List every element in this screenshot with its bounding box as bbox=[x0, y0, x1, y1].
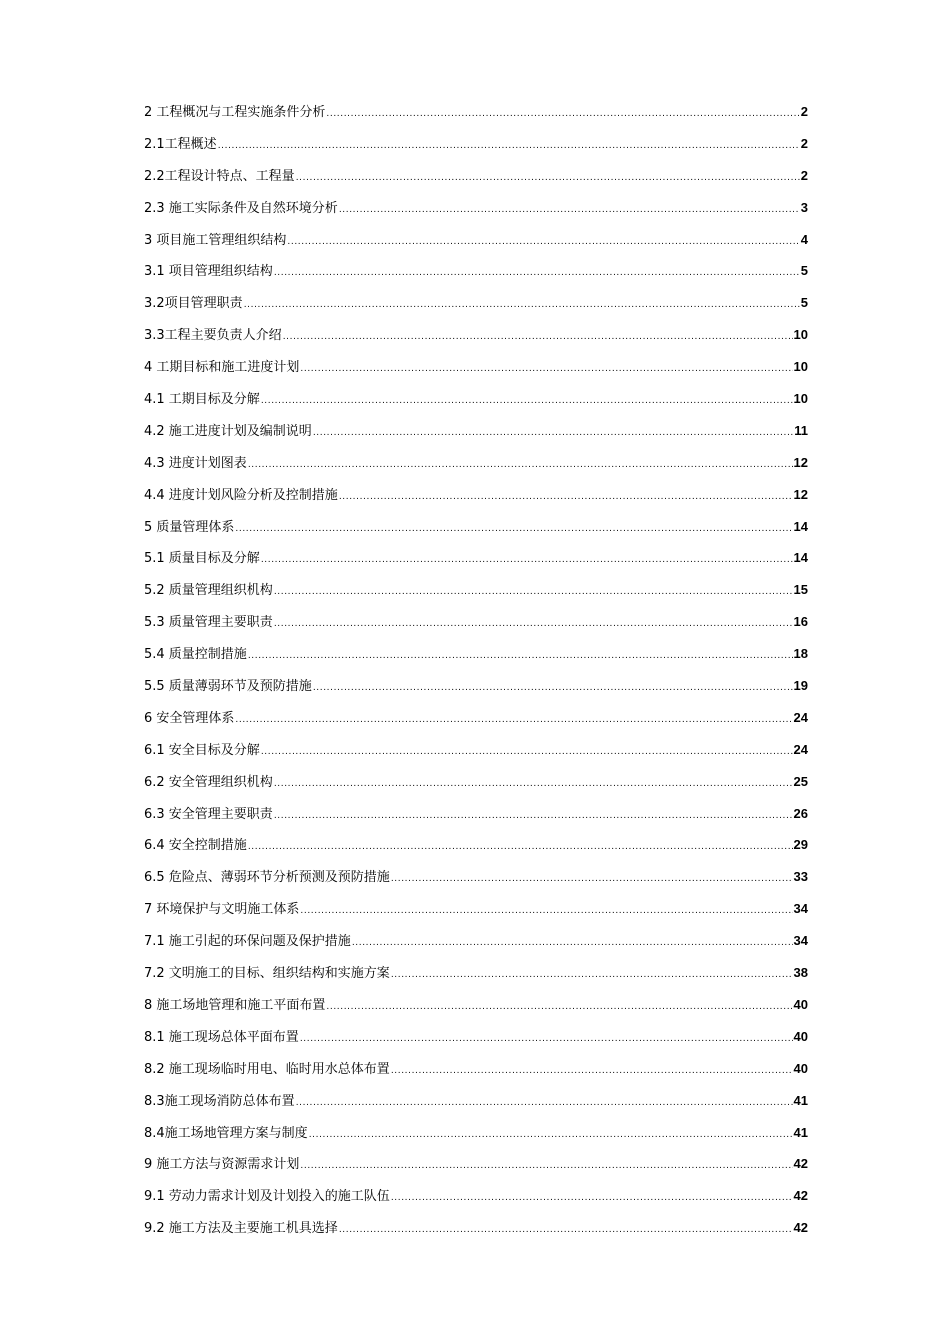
toc-entry[interactable] bbox=[144, 606, 808, 638]
toc-entry-title: 9.1 劳动力需求计划及计划投入的施工队伍 bbox=[144, 1189, 390, 1205]
toc-entry-page-number: 38 bbox=[793, 965, 808, 981]
toc-entry[interactable] bbox=[144, 925, 808, 957]
toc-entry-title: 7 环境保护与文明施工体系 bbox=[144, 902, 300, 918]
toc-entry-page-number: 14 bbox=[793, 518, 808, 534]
toc-entry-page-number: 3 bbox=[800, 199, 808, 215]
toc-entry-title: 7.2 文明施工的目标、组织结构和实施方案 bbox=[144, 966, 390, 982]
toc-entry-page-number: 15 bbox=[793, 582, 808, 598]
toc-entry-page-number: 2 bbox=[800, 104, 808, 119]
toc-dot-leader bbox=[313, 418, 793, 450]
toc-dot-leader bbox=[391, 864, 793, 896]
toc-entry[interactable] bbox=[144, 989, 808, 1021]
toc-entry-title: 8.1 施工现场总体平面布置 bbox=[144, 1029, 299, 1045]
toc-dot-leader bbox=[235, 514, 792, 546]
toc-dot-leader bbox=[274, 769, 793, 801]
toc-dot-leader bbox=[300, 896, 792, 928]
toc-entry-title: 2.3 施工实际条件及自然环境分析 bbox=[144, 200, 338, 216]
toc-entry-title: 3.3工程主要负责人介绍 bbox=[144, 328, 282, 344]
toc-entry-title: 6 安全管理体系 bbox=[144, 710, 235, 726]
toc-dot-leader bbox=[339, 482, 793, 514]
toc-entry-page-number: 26 bbox=[793, 805, 808, 821]
toc-dot-leader bbox=[300, 1024, 793, 1056]
toc-entry-title: 6.2 安全管理组织机构 bbox=[144, 774, 273, 790]
toc-entry-title: 4.4 进度计划风险分析及控制措施 bbox=[144, 487, 338, 503]
toc-entry-title: 9.2 施工方法及主要施工机具选择 bbox=[144, 1221, 338, 1237]
toc-entry[interactable] bbox=[144, 319, 808, 351]
toc-entry-title: 6.1 安全目标及分解 bbox=[144, 742, 260, 758]
toc-dot-leader bbox=[296, 1088, 793, 1120]
toc-dot-leader bbox=[309, 1120, 793, 1152]
toc-entry[interactable] bbox=[144, 829, 808, 861]
toc-dot-leader bbox=[300, 1151, 792, 1183]
toc-dot-leader bbox=[326, 992, 792, 1024]
toc-entry[interactable] bbox=[144, 351, 808, 383]
toc-dot-leader bbox=[274, 577, 793, 609]
toc-entry-page-number: 14 bbox=[793, 550, 808, 566]
toc-dot-leader bbox=[296, 163, 800, 195]
toc-entry-title: 8.4施工场地管理方案与制度 bbox=[144, 1125, 308, 1141]
toc-entry-title: 3 项目施工管理组织结构 bbox=[144, 232, 287, 248]
toc-entry-title: 8.3施工现场消防总体布置 bbox=[144, 1093, 295, 1109]
toc-entry[interactable] bbox=[144, 287, 808, 319]
toc-dot-leader bbox=[235, 705, 792, 737]
toc-entry[interactable] bbox=[144, 1148, 808, 1180]
toc-entry[interactable] bbox=[144, 542, 808, 574]
toc-entry-title: 5.4 质量控制措施 bbox=[144, 647, 247, 663]
toc-entry[interactable] bbox=[144, 893, 808, 925]
toc-entry-page-number: 40 bbox=[793, 996, 808, 1012]
toc-entry-page-number: 42 bbox=[793, 1156, 808, 1172]
toc-dot-leader bbox=[261, 737, 793, 769]
toc-entry[interactable] bbox=[144, 574, 808, 606]
toc-entry-title: 6.4 安全控制措施 bbox=[144, 838, 247, 854]
toc-dot-leader bbox=[248, 450, 793, 482]
toc-entry-page-number: 10 bbox=[793, 391, 808, 407]
toc-entry-page-number: 29 bbox=[793, 837, 808, 853]
toc-entry-page-number: 4 bbox=[800, 231, 808, 247]
toc-entry-title: 7.1 施工引起的环保问题及保护措施 bbox=[144, 934, 351, 950]
toc-entry-page-number: 18 bbox=[793, 646, 808, 662]
toc-dot-leader bbox=[391, 1183, 793, 1215]
toc-entry[interactable] bbox=[144, 160, 808, 192]
toc-entry-title: 3.2项目管理职责 bbox=[144, 296, 243, 312]
toc-entry-page-number: 12 bbox=[793, 454, 808, 470]
toc-entry[interactable] bbox=[144, 255, 808, 287]
toc-entry-title: 5.1 质量目标及分解 bbox=[144, 551, 260, 567]
toc-entry-page-number: 42 bbox=[793, 1220, 808, 1236]
toc-entry-title: 6.3 安全管理主要职责 bbox=[144, 806, 273, 822]
toc-entry[interactable] bbox=[144, 1117, 808, 1149]
toc-entry[interactable] bbox=[144, 447, 808, 479]
toc-dot-leader bbox=[218, 131, 800, 163]
toc-entry[interactable] bbox=[144, 1212, 808, 1244]
toc-entry-title: 8 施工场地管理和施工平面布置 bbox=[144, 997, 326, 1013]
toc-entry[interactable] bbox=[144, 638, 808, 670]
toc-entry[interactable] bbox=[144, 192, 808, 224]
toc-entry-page-number: 19 bbox=[793, 678, 808, 694]
toc-entry-title: 3.1 项目管理组织结构 bbox=[144, 264, 273, 280]
toc-entry[interactable] bbox=[144, 1085, 808, 1117]
toc-entry[interactable] bbox=[144, 702, 808, 734]
toc-dot-leader bbox=[283, 322, 793, 354]
toc-dot-leader bbox=[261, 386, 793, 418]
toc-entry-page-number: 24 bbox=[793, 741, 808, 757]
toc-entry-page-number: 24 bbox=[793, 709, 808, 725]
toc-entry-title: 5.3 质量管理主要职责 bbox=[144, 615, 273, 631]
toc-entry-title: 6.5 危险点、薄弱环节分析预测及预防措施 bbox=[144, 870, 390, 886]
toc-entry-title: 2 工程概况与工程实施条件分析 bbox=[144, 105, 326, 120]
toc-entry-title: 9 施工方法与资源需求计划 bbox=[144, 1157, 300, 1173]
toc-entry-title: 8.2 施工现场临时用电、临时用水总体布置 bbox=[144, 1061, 390, 1077]
toc-entry-page-number: 5 bbox=[800, 295, 808, 311]
toc-entry[interactable] bbox=[144, 383, 808, 415]
toc-entry-page-number: 40 bbox=[793, 1060, 808, 1076]
toc-entry[interactable] bbox=[144, 1180, 808, 1212]
toc-dot-leader bbox=[274, 258, 800, 290]
toc-dot-leader bbox=[300, 354, 792, 386]
toc-dot-leader bbox=[244, 290, 800, 322]
toc-entry-page-number: 42 bbox=[793, 1188, 808, 1204]
toc-entry-title: 5.5 质量薄弱环节及预防措施 bbox=[144, 679, 312, 695]
toc-dot-leader bbox=[339, 195, 800, 227]
toc-dot-leader bbox=[261, 545, 793, 577]
toc-dot-leader bbox=[391, 960, 793, 992]
toc-entry-title: 5 质量管理体系 bbox=[144, 519, 235, 535]
toc-entry-page-number: 25 bbox=[793, 773, 808, 789]
toc-dot-leader bbox=[248, 641, 793, 673]
toc-entry[interactable] bbox=[144, 96, 808, 128]
toc-entry-title: 4 工期目标和施工进度计划 bbox=[144, 360, 300, 376]
toc-entry-page-number: 41 bbox=[793, 1092, 808, 1108]
toc-dot-leader bbox=[274, 801, 793, 833]
toc-entry-title: 2.1工程概述 bbox=[144, 136, 217, 152]
toc-dot-leader bbox=[274, 609, 793, 641]
toc-dot-leader bbox=[352, 928, 793, 960]
toc-entry-page-number: 11 bbox=[794, 422, 808, 438]
toc-entry[interactable] bbox=[144, 128, 808, 160]
toc-entry-page-number: 34 bbox=[793, 901, 808, 917]
toc-dot-leader bbox=[391, 1056, 793, 1088]
toc-entry-page-number: 12 bbox=[793, 486, 808, 502]
toc-entry[interactable] bbox=[144, 734, 808, 766]
toc-entry-page-number: 16 bbox=[793, 614, 808, 630]
toc-entry-page-number: 33 bbox=[793, 869, 808, 885]
toc-entry[interactable] bbox=[144, 861, 808, 893]
toc-entry[interactable] bbox=[144, 766, 808, 798]
toc-entry[interactable] bbox=[144, 511, 808, 543]
toc-entry-page-number: 10 bbox=[793, 327, 808, 343]
toc-entry-title: 4.3 进度计划图表 bbox=[144, 455, 247, 471]
toc-entry-title: 2.2工程设计特点、工程量 bbox=[144, 168, 295, 184]
toc-dot-leader bbox=[339, 1215, 793, 1247]
toc-entry[interactable] bbox=[144, 1053, 808, 1085]
toc-entry[interactable] bbox=[144, 415, 808, 447]
toc-entry-page-number: 2 bbox=[800, 167, 808, 183]
toc-entry[interactable] bbox=[144, 670, 808, 702]
toc-entry[interactable] bbox=[144, 798, 808, 830]
toc-dot-leader bbox=[313, 673, 793, 705]
toc-entry-page-number: 40 bbox=[793, 1028, 808, 1044]
toc-entry-page-number: 2 bbox=[800, 135, 808, 151]
table-of-contents bbox=[144, 96, 808, 1244]
toc-entry-page-number: 34 bbox=[793, 933, 808, 949]
toc-entry-page-number: 10 bbox=[793, 359, 808, 375]
toc-entry-page-number: 5 bbox=[800, 263, 808, 279]
toc-entry[interactable] bbox=[144, 1021, 808, 1053]
toc-entry-title: 5.2 质量管理组织机构 bbox=[144, 583, 273, 599]
toc-dot-leader bbox=[248, 832, 793, 864]
toc-dot-leader bbox=[326, 99, 799, 131]
toc-entry[interactable] bbox=[144, 957, 808, 989]
toc-entry[interactable] bbox=[144, 479, 808, 511]
toc-entry-title: 4.1 工期目标及分解 bbox=[144, 392, 260, 408]
toc-dot-leader bbox=[287, 227, 799, 259]
toc-entry-title: 4.2 施工进度计划及编制说明 bbox=[144, 423, 312, 439]
toc-entry-page-number: 41 bbox=[793, 1124, 808, 1140]
toc-entry[interactable] bbox=[144, 224, 808, 256]
